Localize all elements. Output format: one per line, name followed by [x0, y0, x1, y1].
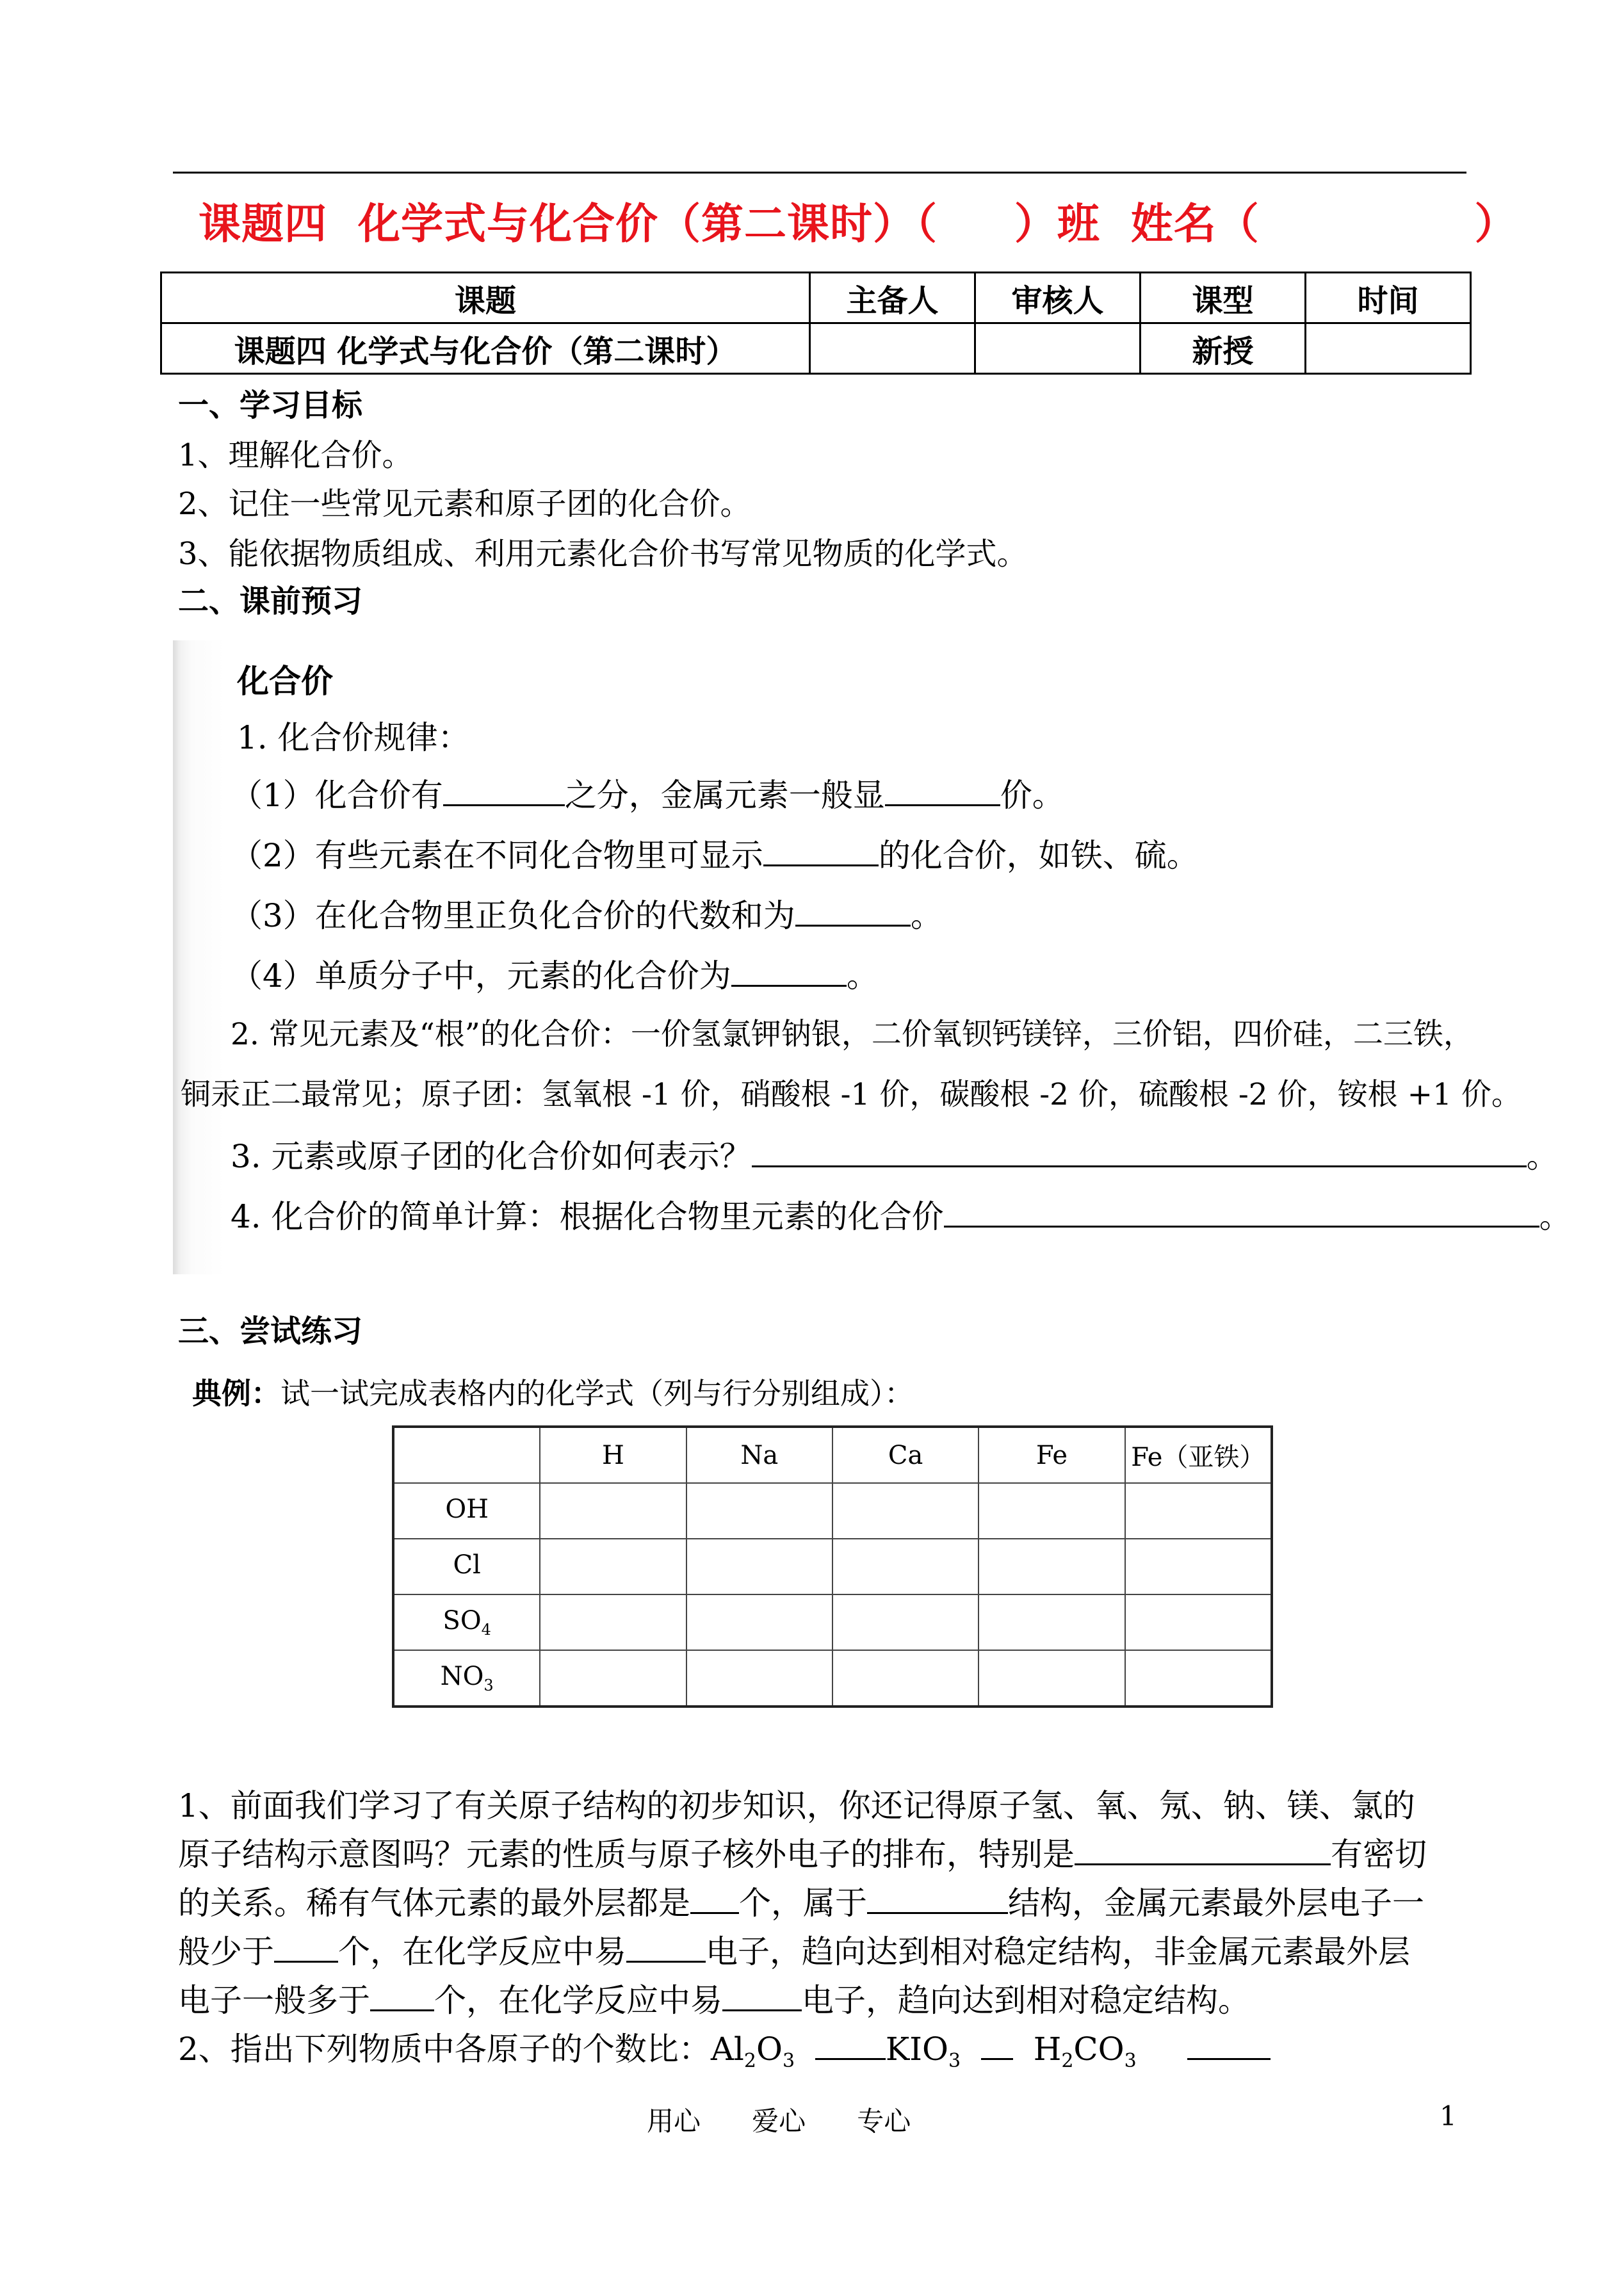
- grid-cell[interactable]: [686, 1594, 832, 1650]
- grid-row: [393, 1483, 1272, 1539]
- grid-cell[interactable]: [540, 1539, 686, 1594]
- answer-blank[interactable]: [763, 836, 879, 866]
- cell-type: 新授: [1141, 323, 1306, 374]
- formula-h2co3: $H_2CO_3$: [1033, 2031, 1137, 2072]
- page-title: 课题四 化学式与化合价（第二课时）（ ）班 姓名（ ）: [199, 199, 1518, 248]
- common-valences-line-2: 铜汞正二最常见；原子团：氢氧根 -1 价，硝酸根 -1 价，碳酸根 -2 价，硫酸根 -2 价，铵根 +1 价。: [181, 1077, 1522, 1112]
- example-label: 典例：: [192, 1376, 280, 1411]
- grid-header-row: [393, 1427, 1272, 1483]
- grid-row-header: $NO_3$: [393, 1650, 540, 1707]
- info-table-header-row: [161, 273, 1471, 323]
- grid-cell[interactable]: [978, 1483, 1125, 1539]
- grid-row: [393, 1539, 1272, 1594]
- paragraph-1-line-4: 般少于 个，在化学反应中易 电子，趋向达到相对稳定结构，非金属元素最外层: [178, 1933, 1410, 1970]
- question-3: 3. 元素或原子团的化合价如何表示？ 。: [231, 1138, 1559, 1175]
- formula-al2o3: $Al_2O_3$: [710, 2031, 795, 2072]
- question-atom-ratio: 2、指出下列物质中各原子的个数比：$Al_2O_3$ $KIO_3$ $H_2CO_3$: [178, 2025, 1472, 2086]
- cell-time: [1306, 323, 1471, 374]
- goal-item-3: 3、能依据物质组成、利用元素化合价书写常见物质的化学式。: [178, 536, 1028, 572]
- grid-col-header: Fe: [978, 1427, 1125, 1483]
- example-text: 试一试完成表格内的化学式（列与行分别组成）：: [280, 1376, 914, 1411]
- goal-item-2: 2、记住一些常见元素和原子团的化合价。: [178, 486, 751, 522]
- header-reviewer: 审核人: [975, 273, 1141, 323]
- grid-cell[interactable]: [686, 1650, 832, 1707]
- header-time: 时间: [1306, 273, 1471, 323]
- formula-kio3: $KIO_3$: [885, 2031, 961, 2072]
- header-type: 课型: [1141, 273, 1306, 323]
- grid-cell[interactable]: [540, 1483, 686, 1539]
- grid-cell[interactable]: [540, 1594, 686, 1650]
- grid-cell[interactable]: [832, 1483, 978, 1539]
- top-rule: [173, 172, 1466, 174]
- rule-4: （4）单质分子中，元素的化合价为 。: [231, 957, 879, 994]
- answer-blank[interactable]: [626, 1933, 706, 1963]
- section-heading-practice: 三、尝试练习: [178, 1313, 363, 1349]
- info-table-row: [161, 323, 1471, 374]
- answer-blank[interactable]: [815, 2030, 886, 2060]
- page-number: 1: [1440, 2100, 1457, 2132]
- answer-blank[interactable]: [867, 1884, 1008, 1914]
- grid-cell[interactable]: [686, 1539, 832, 1594]
- grid-col-header: Ca: [832, 1427, 978, 1483]
- paragraph-1-line-3: 的关系。稀有气体元素的最外层都是 个，属于 结构，金属元素最外层电子一: [178, 1885, 1424, 1922]
- rule-1: （1）化合价有 之分，金属元素一般显 价。: [231, 777, 1064, 814]
- grid-row: [393, 1594, 1272, 1650]
- paragraph-1-line-5: 电子一般多于 个，在化学反应中易 电子，趋向达到相对稳定结构。: [178, 1982, 1250, 2019]
- grid-cell[interactable]: [832, 1539, 978, 1594]
- answer-blank[interactable]: [1187, 2030, 1271, 2060]
- grid-row-header: OH: [393, 1483, 540, 1539]
- question-4: 4. 化合价的简单计算：根据化合物里元素的化合价 。: [231, 1198, 1571, 1235]
- grid-row-header: Cl: [393, 1539, 540, 1594]
- grid-cell[interactable]: [1125, 1483, 1272, 1539]
- header-topic: 课题: [161, 273, 810, 323]
- section-heading-goals: 一、学习目标: [178, 387, 363, 423]
- goal-item-1: 1、理解化合价。: [178, 437, 413, 473]
- answer-blank[interactable]: [731, 957, 847, 987]
- answer-blank[interactable]: [752, 1137, 1527, 1167]
- grid-col-header: Fe（亚铁）: [1125, 1427, 1272, 1483]
- answer-blank[interactable]: [885, 776, 1000, 806]
- cell-topic: 课题四 化学式与化合价（第二课时）: [161, 323, 810, 374]
- grid-cell[interactable]: [978, 1650, 1125, 1707]
- footer-motto: 用心 爱心 专心: [647, 2105, 911, 2137]
- answer-blank[interactable]: [795, 896, 911, 927]
- grid-col-header: Na: [686, 1427, 832, 1483]
- header-preparer: 主备人: [810, 273, 975, 323]
- section-heading-preview: 二、课前预习: [178, 583, 363, 619]
- answer-blank[interactable]: [274, 1933, 338, 1963]
- answer-blank[interactable]: [690, 1884, 739, 1914]
- example-line: [192, 1370, 914, 1413]
- grid-cell[interactable]: [540, 1650, 686, 1707]
- rule-2: （2）有些元素在不同化合物里可显示 的化合价，如铁、硫。: [231, 837, 1199, 874]
- answer-blank[interactable]: [722, 1981, 802, 2011]
- cell-reviewer: [975, 323, 1141, 374]
- grid-cell[interactable]: [1125, 1594, 1272, 1650]
- formula-grid: [392, 1425, 1273, 1708]
- rule-3: （3）在化合物里正负化合价的代数和为 。: [231, 897, 943, 934]
- grid-cell[interactable]: [978, 1594, 1125, 1650]
- paragraph-1-line-2: 原子结构示意图吗？元素的性质与原子核外电子的排布，特别是 有密切: [178, 1836, 1427, 1873]
- grid-cell[interactable]: [978, 1539, 1125, 1594]
- grid-cell[interactable]: [832, 1650, 978, 1707]
- grid-col-header: H: [540, 1427, 686, 1483]
- excerpt-title: 化合价: [237, 663, 333, 700]
- grid-cell[interactable]: [1125, 1650, 1272, 1707]
- grid-cell[interactable]: [832, 1594, 978, 1650]
- grid-cell[interactable]: [1125, 1539, 1272, 1594]
- answer-blank[interactable]: [981, 2030, 1013, 2060]
- paragraph-1-line-1: 1、前面我们学习了有关原子结构的初步知识，你还记得原子氢、氧、氖、钠、镁、氯的: [178, 1787, 1415, 1824]
- grid-cell[interactable]: [686, 1483, 832, 1539]
- answer-blank[interactable]: [370, 1981, 434, 2011]
- grid-row-header: $SO_4$: [393, 1594, 540, 1650]
- common-valences-line-1: 2. 常见元素及“根”的化合价：一价氢氯钾钠银，二价氧钡钙镁锌，三价铝，四价硅，二三铁，: [231, 1017, 1474, 1052]
- rule-title: 1. 化合价规律：: [237, 719, 470, 756]
- answer-blank[interactable]: [1075, 1835, 1331, 1865]
- answer-blank[interactable]: [443, 776, 565, 806]
- cell-preparer: [810, 323, 975, 374]
- grid-corner: [393, 1427, 540, 1483]
- answer-blank[interactable]: [944, 1197, 1539, 1228]
- grid-row: [393, 1650, 1272, 1707]
- info-table: [160, 272, 1472, 375]
